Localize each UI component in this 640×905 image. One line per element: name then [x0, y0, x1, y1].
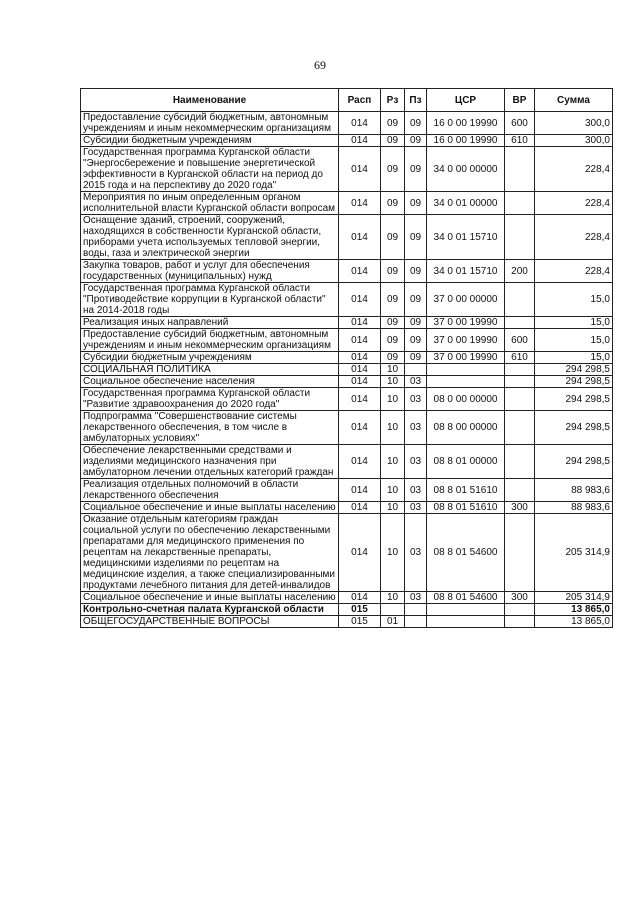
cell-rz: 09	[381, 112, 405, 135]
table-row	[81, 592, 613, 604]
cell-rz: 01	[381, 616, 405, 628]
cell-name: Реализация отдельных полномочий в области лекарственного обеспечения	[81, 479, 339, 502]
cell-vr	[505, 616, 535, 628]
header-pz: Пз	[405, 89, 427, 112]
cell-csr	[427, 376, 505, 388]
cell-rz: 10	[381, 388, 405, 411]
cell-sum: 13 865,0	[535, 604, 613, 616]
cell-rz: 09	[381, 329, 405, 352]
cell-csr	[427, 616, 505, 628]
cell-sum: 300,0	[535, 135, 613, 147]
cell-vr	[505, 317, 535, 329]
table-row	[81, 352, 613, 364]
cell-sum: 300,0	[535, 112, 613, 135]
header-vr: ВР	[505, 89, 535, 112]
cell-name: ОБЩЕГОСУДАРСТВЕННЫЕ ВОПРОСЫ	[81, 616, 339, 628]
cell-rz: 09	[381, 147, 405, 192]
cell-vr	[505, 411, 535, 445]
cell-csr: 16 0 00 19990	[427, 135, 505, 147]
cell-rz: 10	[381, 502, 405, 514]
cell-rasp: 014	[339, 388, 381, 411]
cell-pz: 09	[405, 283, 427, 317]
cell-sum: 205 314,9	[535, 514, 613, 592]
table-body	[81, 112, 613, 628]
cell-name: Социальное обеспечение и иные выплаты населению	[81, 502, 339, 514]
cell-name: Субсидии бюджетным учреждениям	[81, 352, 339, 364]
cell-rasp: 014	[339, 411, 381, 445]
cell-name: Субсидии бюджетным учреждениям	[81, 135, 339, 147]
cell-vr: 200	[505, 260, 535, 283]
header-csr: ЦСР	[427, 89, 505, 112]
cell-vr	[505, 604, 535, 616]
cell-sum: 294 298,5	[535, 388, 613, 411]
cell-csr: 34 0 01 00000	[427, 192, 505, 215]
cell-pz: 03	[405, 411, 427, 445]
cell-vr	[505, 514, 535, 592]
cell-name: Контрольно-счетная палата Курганской области	[81, 604, 339, 616]
cell-rasp: 014	[339, 135, 381, 147]
cell-rz: 09	[381, 317, 405, 329]
cell-rasp: 014	[339, 479, 381, 502]
cell-pz: 03	[405, 445, 427, 479]
cell-pz: 03	[405, 514, 427, 592]
cell-csr: 34 0 00 00000	[427, 147, 505, 192]
cell-rasp: 014	[339, 592, 381, 604]
cell-rz: 10	[381, 411, 405, 445]
cell-vr: 300	[505, 502, 535, 514]
header-name: Наименование	[81, 89, 339, 112]
cell-name: Государственная программа Курганской области "Развитие здравоохранения до 2020 года"	[81, 388, 339, 411]
cell-rasp: 014	[339, 364, 381, 376]
table-row	[81, 147, 613, 192]
cell-pz: 09	[405, 260, 427, 283]
table-row	[81, 514, 613, 592]
cell-rasp: 014	[339, 112, 381, 135]
cell-pz: 09	[405, 317, 427, 329]
cell-sum: 88 983,6	[535, 479, 613, 502]
cell-vr	[505, 364, 535, 376]
cell-vr: 610	[505, 352, 535, 364]
cell-rz: 10	[381, 376, 405, 388]
header-sum: Сумма	[535, 89, 613, 112]
cell-sum: 205 314,9	[535, 592, 613, 604]
table-row	[81, 479, 613, 502]
cell-csr: 08 8 00 00000	[427, 411, 505, 445]
table-row	[81, 364, 613, 376]
table-row	[81, 283, 613, 317]
cell-csr: 34 0 01 15710	[427, 215, 505, 260]
cell-csr: 08 0 00 00000	[427, 388, 505, 411]
cell-rz: 10	[381, 514, 405, 592]
cell-sum: 15,0	[535, 317, 613, 329]
cell-rz: 09	[381, 352, 405, 364]
cell-vr	[505, 283, 535, 317]
cell-csr	[427, 604, 505, 616]
cell-sum: 15,0	[535, 283, 613, 317]
cell-vr	[505, 147, 535, 192]
table-row	[81, 215, 613, 260]
cell-sum: 228,4	[535, 260, 613, 283]
cell-rz: 10	[381, 364, 405, 376]
cell-sum: 294 298,5	[535, 376, 613, 388]
cell-name: Государственная программа Курганской области "Энергосбережение и повышение энергетической эффективности в Курганской области на период до 2015 года и на перспективу до 2020 года"	[81, 147, 339, 192]
cell-csr: 16 0 00 19990	[427, 112, 505, 135]
cell-name: Подпрограмма "Совершенствование системы лекарственного обеспечения, в том числе в амбулаторных условиях"	[81, 411, 339, 445]
cell-pz: 09	[405, 352, 427, 364]
cell-sum: 13 865,0	[535, 616, 613, 628]
cell-name: Оказание отдельным категориям граждан социальной услуги по обеспечению лекарственными препаратами для медицинского применения по рецептам на лекарственные препараты, медицинскими изделиями по рецептам на медицинские изделия, а также специализированными продуктами лечебного питания для детей-инвалидов	[81, 514, 339, 592]
cell-pz: 09	[405, 135, 427, 147]
cell-rasp: 014	[339, 445, 381, 479]
cell-sum: 88 983,6	[535, 502, 613, 514]
cell-rasp: 015	[339, 604, 381, 616]
cell-pz: 03	[405, 502, 427, 514]
cell-name: Социальное обеспечение и иные выплаты населению	[81, 592, 339, 604]
cell-vr	[505, 192, 535, 215]
cell-rasp: 014	[339, 376, 381, 388]
cell-name: Предоставление субсидий бюджетным, автономным учреждениям и иным некоммерческим организациям	[81, 329, 339, 352]
cell-rasp: 014	[339, 502, 381, 514]
table-row	[81, 388, 613, 411]
cell-csr: 34 0 01 15710	[427, 260, 505, 283]
cell-vr	[505, 445, 535, 479]
cell-name: Предоставление субсидий бюджетным, автономным учреждениям и иным некоммерческим организациям	[81, 112, 339, 135]
cell-name: Обеспечение лекарственными средствами и изделиями медицинского назначения при амбулаторном лечении отдельных категорий граждан	[81, 445, 339, 479]
page-number: 69	[314, 58, 326, 72]
table-row	[81, 112, 613, 135]
table-header-row	[81, 89, 613, 112]
cell-rasp: 014	[339, 514, 381, 592]
cell-rasp: 014	[339, 317, 381, 329]
cell-name: Оснащение зданий, строений, сооружений, находящихся в собственности Курганской области, приборами учета используемых тепловой энергии, воды, газа и электрической энергии	[81, 215, 339, 260]
cell-pz: 03	[405, 479, 427, 502]
cell-csr: 37 0 00 19990	[427, 329, 505, 352]
cell-sum: 228,4	[535, 147, 613, 192]
cell-name: СОЦИАЛЬНАЯ ПОЛИТИКА	[81, 364, 339, 376]
cell-csr: 08 8 01 51610	[427, 502, 505, 514]
cell-vr	[505, 215, 535, 260]
cell-vr: 600	[505, 329, 535, 352]
cell-pz: 03	[405, 388, 427, 411]
cell-csr: 37 0 00 00000	[427, 283, 505, 317]
cell-sum: 228,4	[535, 215, 613, 260]
cell-rz: 10	[381, 592, 405, 604]
cell-rasp: 015	[339, 616, 381, 628]
table-row	[81, 260, 613, 283]
cell-pz: 09	[405, 192, 427, 215]
cell-pz: 03	[405, 592, 427, 604]
table-row	[81, 135, 613, 147]
cell-vr	[505, 388, 535, 411]
cell-sum: 15,0	[535, 329, 613, 352]
cell-pz	[405, 616, 427, 628]
cell-sum: 228,4	[535, 192, 613, 215]
budget-table	[80, 88, 613, 628]
cell-vr: 610	[505, 135, 535, 147]
cell-rasp: 014	[339, 283, 381, 317]
cell-name: Реализация иных направлений	[81, 317, 339, 329]
cell-rasp: 014	[339, 147, 381, 192]
cell-rz: 09	[381, 192, 405, 215]
cell-csr: 08 8 01 51610	[427, 479, 505, 502]
cell-name: Государственная программа Курганской области "Противодействие коррупции в Курганской области" на 2014-2018 годы	[81, 283, 339, 317]
header-rasp: Расп	[339, 89, 381, 112]
table-row	[81, 604, 613, 616]
cell-rasp: 014	[339, 260, 381, 283]
cell-rz: 10	[381, 479, 405, 502]
cell-pz: 09	[405, 215, 427, 260]
table-row	[81, 502, 613, 514]
cell-pz: 09	[405, 329, 427, 352]
cell-rz: 09	[381, 215, 405, 260]
cell-vr	[505, 376, 535, 388]
table-row	[81, 376, 613, 388]
cell-csr: 08 8 01 54600	[427, 514, 505, 592]
cell-sum: 294 298,5	[535, 364, 613, 376]
cell-vr	[505, 479, 535, 502]
cell-csr: 08 8 01 54600	[427, 592, 505, 604]
cell-csr: 37 0 00 19990	[427, 317, 505, 329]
cell-csr: 08 8 01 00000	[427, 445, 505, 479]
cell-sum: 294 298,5	[535, 411, 613, 445]
cell-sum: 294 298,5	[535, 445, 613, 479]
cell-csr	[427, 364, 505, 376]
cell-pz	[405, 604, 427, 616]
cell-rasp: 014	[339, 329, 381, 352]
cell-pz: 09	[405, 147, 427, 192]
cell-vr: 300	[505, 592, 535, 604]
cell-name: Мероприятия по иным определенным органом исполнительной власти Курганской области вопросам	[81, 192, 339, 215]
cell-pz: 09	[405, 112, 427, 135]
table-row	[81, 317, 613, 329]
cell-vr: 600	[505, 112, 535, 135]
cell-rasp: 014	[339, 352, 381, 364]
table-row	[81, 445, 613, 479]
cell-name: Закупка товаров, работ и услуг для обеспечения государственных (муниципальных) нужд	[81, 260, 339, 283]
cell-rz	[381, 604, 405, 616]
cell-rz: 09	[381, 260, 405, 283]
cell-pz: 03	[405, 376, 427, 388]
table-row	[81, 329, 613, 352]
table-row	[81, 411, 613, 445]
header-rz: Рз	[381, 89, 405, 112]
cell-csr: 37 0 00 19990	[427, 352, 505, 364]
cell-rz: 09	[381, 283, 405, 317]
cell-pz	[405, 364, 427, 376]
cell-rz: 09	[381, 135, 405, 147]
cell-rasp: 014	[339, 215, 381, 260]
cell-rasp: 014	[339, 192, 381, 215]
cell-name: Социальное обеспечение населения	[81, 376, 339, 388]
cell-rz: 10	[381, 445, 405, 479]
table-row	[81, 192, 613, 215]
table-row	[81, 616, 613, 628]
cell-sum: 15,0	[535, 352, 613, 364]
